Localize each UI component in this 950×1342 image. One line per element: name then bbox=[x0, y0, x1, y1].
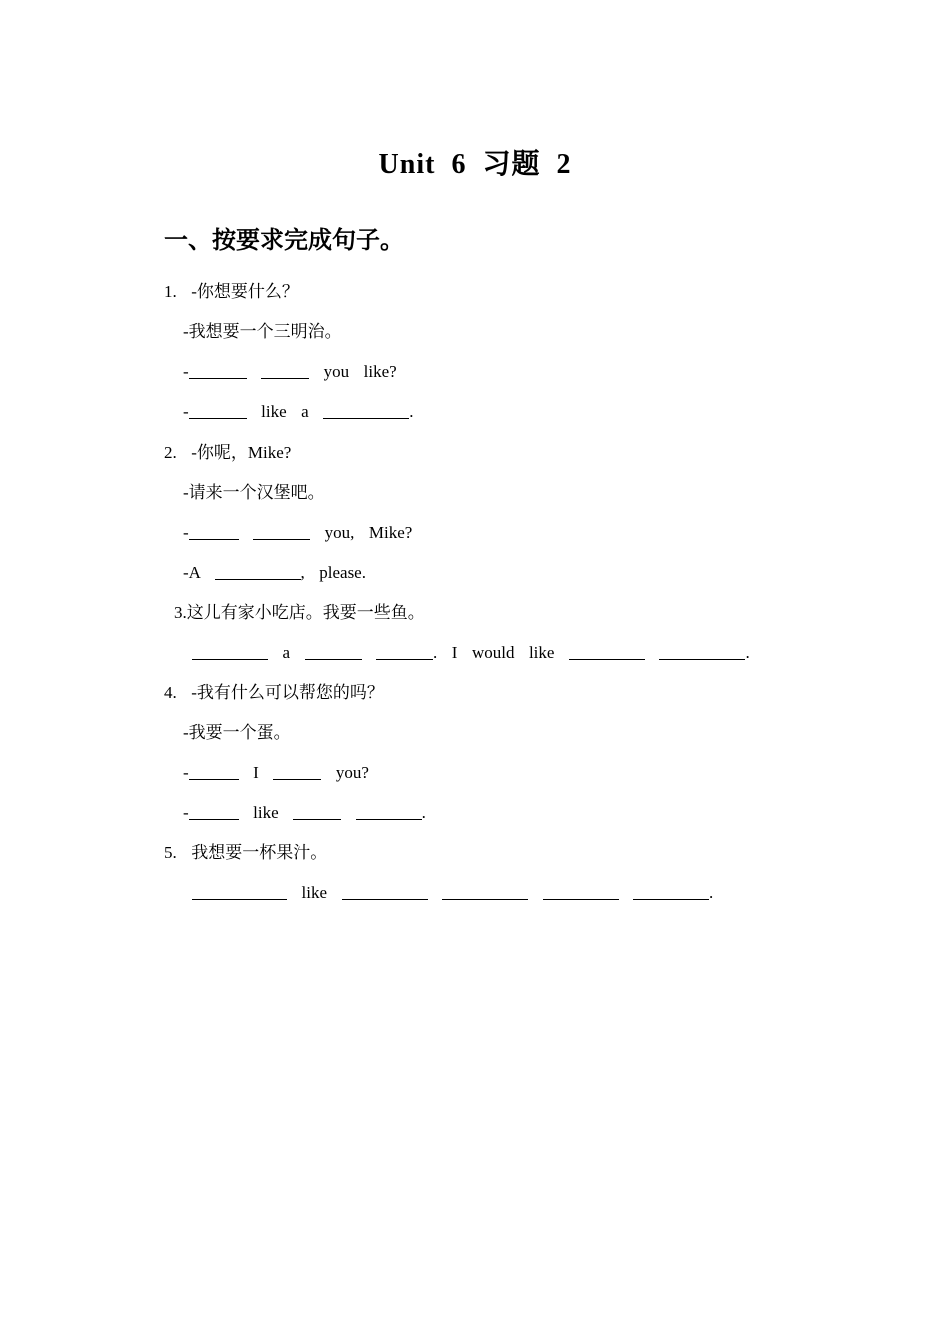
question-2-answer-line-1 bbox=[183, 521, 412, 545]
question-1-answer-line-1 bbox=[183, 360, 397, 384]
answer-blank[interactable] bbox=[356, 803, 422, 820]
question-1-answer-line-2 bbox=[183, 400, 413, 424]
question-2-line-2-end: , please. bbox=[300, 563, 366, 582]
question-2-answer-line-2 bbox=[183, 561, 366, 585]
answer-blank[interactable] bbox=[261, 362, 309, 379]
question-3-line-1-a: a bbox=[282, 643, 291, 662]
answer-blank[interactable] bbox=[323, 402, 409, 419]
answer-blank[interactable] bbox=[189, 763, 239, 780]
answer-blank[interactable] bbox=[215, 563, 301, 580]
question-2-line-1-text: you, Mike? bbox=[324, 523, 413, 542]
question-3-prompt: 3.这儿有家小吃店。我要一些鱼。 bbox=[174, 603, 425, 622]
answer-blank[interactable] bbox=[273, 763, 321, 780]
answer-blank[interactable] bbox=[189, 402, 247, 419]
dash: - bbox=[183, 763, 189, 782]
page-title: Unit 6 习题 2 bbox=[378, 149, 572, 180]
answer-blank[interactable] bbox=[342, 883, 428, 900]
answer-blank[interactable] bbox=[305, 643, 362, 660]
question-3-line-1-mid: . I would like bbox=[433, 643, 555, 662]
question-5-line-1-end: . bbox=[709, 883, 714, 902]
section-heading: 一、按要求完成句子。 bbox=[164, 226, 404, 254]
question-1-line-1-text: you like? bbox=[323, 362, 397, 381]
dash: - bbox=[183, 362, 189, 381]
answer-blank[interactable] bbox=[569, 643, 645, 660]
dash: - bbox=[183, 523, 189, 542]
dash: - bbox=[183, 803, 189, 822]
answer-blank[interactable] bbox=[543, 883, 619, 900]
answer-blank[interactable] bbox=[192, 643, 268, 660]
question-1-prompt-2: -我想要一个三明治。 bbox=[183, 322, 342, 341]
answer-blank[interactable] bbox=[189, 523, 239, 540]
answer-blank[interactable] bbox=[293, 803, 341, 820]
question-4-line-2-mid: like bbox=[253, 803, 279, 822]
question-3-line-1-end: . bbox=[745, 643, 750, 662]
answer-blank[interactable] bbox=[192, 883, 287, 900]
question-5-answer-line-1 bbox=[192, 881, 713, 905]
answer-blank[interactable] bbox=[253, 523, 310, 540]
question-4-answer-line-2 bbox=[183, 801, 426, 825]
question-1-line-2-end: . bbox=[409, 402, 414, 421]
question-4-answer-line-1 bbox=[183, 761, 369, 785]
question-1-line-2-text: like a bbox=[261, 402, 309, 421]
question-4-line-2-end: . bbox=[421, 803, 426, 822]
question-4-line-1-mid: I bbox=[253, 763, 259, 782]
question-5-prompt: 5. 我想要一杯果汁。 bbox=[164, 843, 328, 862]
question-4-prompt-2: -我要一个蛋。 bbox=[183, 723, 291, 742]
answer-blank[interactable] bbox=[659, 643, 745, 660]
question-1-prompt: 1. -你想要什么？ bbox=[164, 282, 299, 301]
answer-blank[interactable] bbox=[189, 803, 239, 820]
question-2-line-2-start: -A bbox=[183, 563, 200, 582]
answer-blank[interactable] bbox=[189, 362, 247, 379]
question-3-answer-line-1 bbox=[192, 641, 750, 665]
question-4-prompt: 4. -我有什么可以帮您的吗？ bbox=[164, 683, 384, 702]
answer-blank[interactable] bbox=[633, 883, 709, 900]
question-2-prompt: 2. -你呢，Mike? bbox=[164, 443, 292, 462]
question-2-prompt-2: -请来一个汉堡吧。 bbox=[183, 483, 325, 502]
question-4-line-1-end: you? bbox=[335, 763, 369, 782]
question-5-line-1-mid: like bbox=[301, 883, 327, 902]
answer-blank[interactable] bbox=[376, 643, 433, 660]
answer-blank[interactable] bbox=[442, 883, 528, 900]
dash: - bbox=[183, 402, 189, 421]
